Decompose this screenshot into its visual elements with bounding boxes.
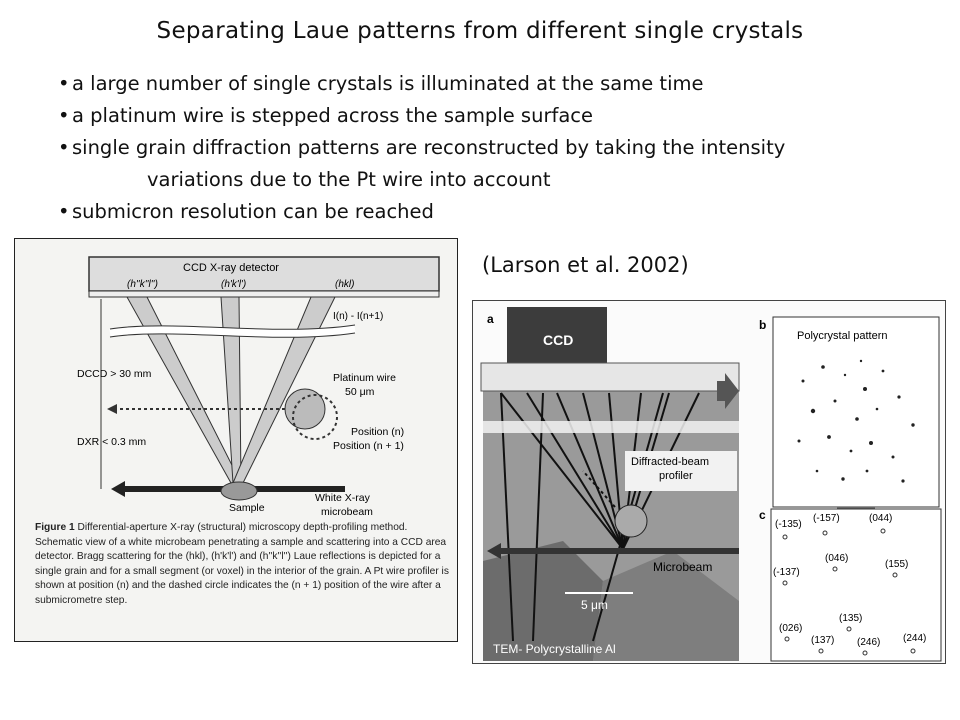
spot-label: (135) bbox=[839, 613, 863, 624]
profiler-label: Diffracted-beam bbox=[631, 456, 710, 468]
bullet-dot: • bbox=[58, 200, 70, 223]
spot-label: (244) bbox=[903, 633, 927, 644]
spot-label: (137) bbox=[811, 635, 835, 646]
spot-label: (-135) bbox=[775, 519, 802, 530]
figure-1-schematic bbox=[14, 238, 458, 642]
bullet-item: • single grain diffraction patterns are reconstructed by taking the intensity bbox=[58, 132, 785, 164]
beam-label: White X-ray bbox=[315, 492, 370, 504]
spot-label: (155) bbox=[885, 559, 909, 570]
pt-wire-label: Platinum wire bbox=[333, 372, 397, 384]
panel-a-label: a bbox=[487, 312, 494, 326]
detector-face bbox=[89, 291, 439, 297]
intensity-label: I(n) - I(n+1) bbox=[333, 311, 384, 322]
diffracted-beam bbox=[233, 297, 335, 483]
axis-break bbox=[483, 421, 739, 433]
bullet-item: • a platinum wire is stepped across the sample surface bbox=[58, 100, 785, 132]
refl-label: (hkl) bbox=[335, 279, 355, 290]
spot-label: (-157) bbox=[813, 513, 840, 524]
sample-label: Sample bbox=[229, 502, 265, 514]
beam-label-2: microbeam bbox=[321, 506, 373, 518]
bullet-dot: • bbox=[58, 104, 70, 127]
bullet-dot: • bbox=[58, 136, 70, 159]
profiler-wire bbox=[615, 505, 647, 537]
position-n1-label: Position (n + 1) bbox=[333, 440, 404, 452]
spot-label: (246) bbox=[857, 637, 881, 648]
polycrystal-pattern bbox=[773, 317, 939, 507]
refl-label: (h''k''l'') bbox=[127, 279, 158, 290]
ccd-label: CCD bbox=[543, 332, 574, 348]
dccd-label: DCCD > 30 mm bbox=[77, 368, 152, 380]
microbeam-label: Microbeam bbox=[653, 560, 713, 574]
arrow-head bbox=[107, 404, 117, 414]
spot-label: (044) bbox=[869, 513, 893, 524]
refl-label: (h'k'l') bbox=[221, 279, 247, 290]
tem-label: TEM- Polycrystalline Al bbox=[493, 642, 616, 656]
axis-break bbox=[110, 329, 355, 333]
profiler-label-2: profiler bbox=[659, 470, 693, 482]
spot-label: (026) bbox=[779, 623, 803, 634]
slide-title: Separating Laue patterns from different single crystals bbox=[156, 18, 804, 44]
detector-label: CCD X-ray detector bbox=[183, 262, 279, 274]
beam-arrow-head bbox=[111, 481, 125, 497]
bullet-item: • submicron resolution can be reached bbox=[58, 196, 785, 228]
experiment-panels bbox=[473, 301, 947, 665]
scale-label: 5 μm bbox=[581, 598, 608, 612]
position-n-label: Position (n) bbox=[351, 426, 405, 438]
sample bbox=[221, 482, 257, 500]
bullet-dot: • bbox=[58, 72, 70, 95]
detector-plate bbox=[481, 363, 739, 391]
bullet-list bbox=[58, 68, 785, 228]
spot-label: (046) bbox=[825, 553, 849, 564]
bullet-item: • a large number of single crystals is illuminated at the same time bbox=[58, 68, 785, 100]
pt-wire bbox=[285, 389, 325, 429]
figure-caption: Figure 1 Differential-aperture X-ray (structural) microscopy depth-profiling method. Schematic view of a white microbeam penetrating a sample and scattering into a CCD area detector. Bragg scattering for the (hkl), (h'k'l') and (h''k''l'') Laue reflections is depicted for a single grain and for a small segment (or voxel) in the interior of the grain. A Pt wire profiler is shown at position (n) and the dashed circle indicates the (n + 1) position of the wire after a submicrometre step. bbox=[35, 522, 449, 606]
dxr-label: DXR < 0.3 mm bbox=[77, 436, 147, 448]
figure-2-experiment bbox=[472, 300, 946, 664]
citation: (Larson et al. 2002) bbox=[482, 253, 689, 277]
poly-label: Polycrystal pattern bbox=[797, 330, 888, 342]
panel-c-label: c bbox=[759, 508, 766, 522]
panel-b-label: b bbox=[759, 318, 767, 332]
bullet-continuation: variations due to the Pt wire into account bbox=[147, 168, 551, 191]
spot-label: (-137) bbox=[773, 567, 800, 578]
pt-size-label: 50 μm bbox=[345, 386, 375, 398]
